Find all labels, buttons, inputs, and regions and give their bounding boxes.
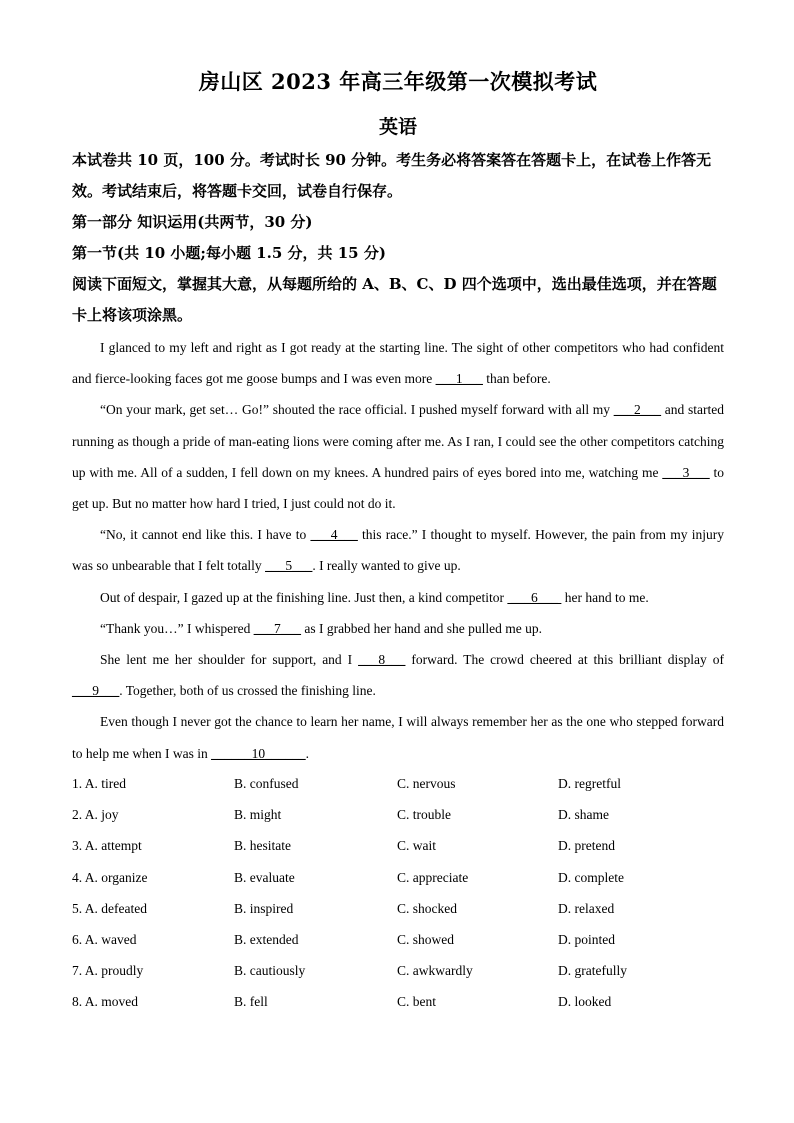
option-a: 1. A. tired (72, 776, 126, 791)
option-d: D. shame (558, 807, 609, 823)
passage-text: to get up. But no matter how hard I tried, I just could not do it. (72, 464, 724, 512)
option-c: C. wait (397, 838, 436, 854)
passage-text: “Thank you…” I whispered (100, 620, 254, 636)
answer-blank: ___9___ (72, 683, 120, 699)
passage-text: . (305, 745, 309, 761)
option-c: C. nervous (397, 776, 456, 791)
passage-paragraph (72, 706, 724, 768)
option-a: 2. A. joy (72, 807, 119, 823)
passage-text: I glanced to my left and right as I got ready at the starting line. The sight of other competitors who had confident and fierce-looking faces got me goose bumps and I was even more (72, 340, 724, 387)
option-a: 5. A. defeated (72, 900, 147, 916)
passage-text: Out of despair, I gazed up at the finishing line. Just then, a kind competitor (100, 589, 508, 605)
option-c: C. showed (397, 931, 454, 947)
option-b: B. might (234, 807, 282, 823)
option-c: C. trouble (397, 807, 451, 823)
passage-text: “On your mark, get set… Go!” shouted the race official. I pushed myself forward with all my (100, 402, 614, 418)
question-row (72, 986, 724, 1017)
option-a: 6. A. waved (72, 931, 137, 947)
answer-blank: ___7___ (253, 620, 301, 636)
passage-paragraph (72, 613, 724, 644)
passage-text: She lent me her shoulder for support, and I (100, 652, 359, 668)
answer-options (72, 768, 724, 1018)
section-directions: 阅读下面短文，掌握其大意，从每题所给的 A、B、C、D 四个选项中，选出最佳选项，并在答题卡上将该项涂黑。 (72, 275, 717, 324)
option-d: D. pointed (558, 931, 615, 947)
question-row (72, 799, 724, 830)
question-row (72, 862, 724, 893)
passage-text: . Together, both of us crossed the finishing line. (119, 683, 376, 699)
passage-paragraph (72, 519, 724, 581)
option-d: D. regretful (558, 776, 621, 791)
subject-heading: 英语 (378, 116, 417, 138)
passage-paragraph (72, 332, 724, 394)
option-d: D. relaxed (558, 900, 615, 916)
passage-paragraph (72, 394, 724, 519)
option-a: 3. A. attempt (72, 838, 142, 854)
answer-blank: ___1___ (435, 371, 483, 387)
passage-text: Even though I never got the chance to learn her name, I will always remember her as the one who stepped forward to help me when I was in (72, 714, 724, 761)
option-d: D. complete (558, 869, 624, 885)
answer-blank: ___3___ (662, 464, 710, 480)
option-b: B. hesitate (234, 838, 291, 854)
part-heading: 第一部分 知识运用(共两节，30 分) (72, 213, 313, 231)
question-row (72, 955, 724, 986)
option-c: C. shocked (397, 900, 457, 916)
option-b: B. cautiously (234, 963, 306, 979)
answer-blank: ___8___ (358, 652, 406, 668)
cloze-passage (72, 332, 724, 769)
option-a: 7. A. proudly (72, 963, 144, 979)
option-b: B. extended (234, 931, 299, 947)
answer-blank: ___6___ (507, 589, 562, 605)
answer-blank: ___4___ (310, 527, 358, 543)
passage-text: and started running as though a pride of man-eating lions were coming after me. As I ran, I could see the other competitors catching up with me. All of a sudden, I fell down on my knees. A hundred pairs of eyes bored into me, watching me (72, 402, 724, 480)
answer-blank: ______10______ (211, 745, 306, 761)
option-c: C. awkwardly (397, 963, 473, 979)
option-d: D. looked (558, 994, 612, 1010)
option-a: 8. A. moved (72, 994, 138, 1010)
passage-paragraph (72, 644, 724, 706)
passage-text: . I really wanted to give up. (312, 558, 461, 574)
passage-text: forward. The crowd cheered at this brilliant display of (405, 652, 724, 668)
passage-text: than before. (482, 371, 551, 387)
section-heading: 第一节(共 10 小题;每小题 1.5 分，共 15 分) (72, 244, 386, 262)
option-c: C. bent (397, 994, 436, 1010)
exam-notice: 本试卷共 10 页，100 分。考试时长 90 分钟。考生务必将答案答在答题卡上，在试卷上作答无效。考试结束后，将答题卡交回，试卷自行保存。 (72, 151, 712, 200)
option-b: B. evaluate (234, 869, 295, 885)
option-a: 4. A. organize (72, 869, 148, 885)
question-row (72, 830, 724, 861)
passage-text: this race.” I thought to myself. However, the pain from my injury was so unbearable that I felt totally (72, 527, 725, 574)
passage-text: her hand to me. (561, 589, 649, 605)
question-row (72, 893, 724, 924)
exam-title: 房山区 2023 年高三年级第一次模拟考试 (198, 69, 598, 94)
passage-text: “No, it cannot end like this. I have to (100, 527, 311, 543)
option-b: B. inspired (234, 900, 294, 916)
answer-blank: ___5___ (265, 558, 313, 574)
option-d: D. pretend (558, 838, 615, 854)
question-row (72, 768, 724, 799)
passage-paragraph (72, 582, 724, 613)
option-c: C. appreciate (397, 869, 469, 885)
option-d: D. gratefully (558, 963, 627, 979)
question-row (72, 924, 724, 955)
answer-blank: ___2___ (613, 402, 662, 418)
passage-text: as I grabbed her hand and she pulled me up. (300, 620, 543, 636)
option-b: B. confused (234, 776, 299, 791)
option-b: B. fell (234, 994, 268, 1010)
